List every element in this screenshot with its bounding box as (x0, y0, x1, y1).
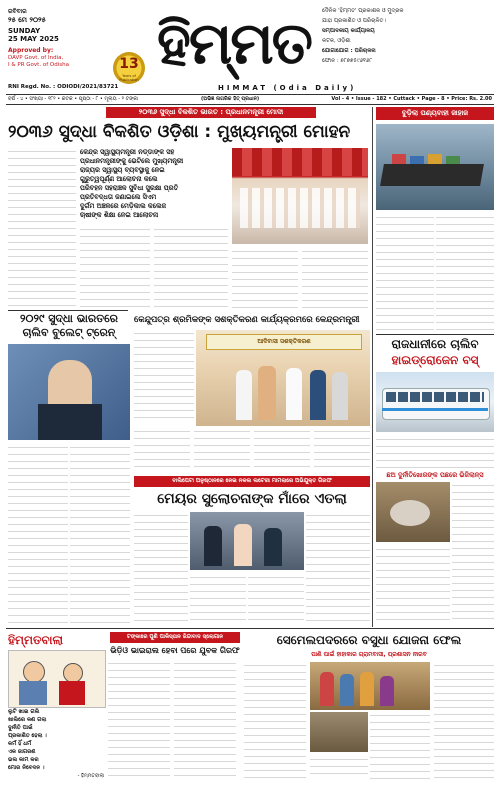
water-photo-1 (310, 662, 430, 710)
lead-body-column (80, 226, 150, 308)
contact-line: ସମ୍ପାଦକୀୟ କାର୍ଯ୍ୟାଳୟ (322, 28, 375, 34)
train-body-column (70, 444, 130, 626)
mayor-headline: ମେୟର ସୁଲୋଚନାଙ୍କ ମାଁରେ ଏତଲା (157, 491, 347, 507)
water-body-column (244, 662, 306, 780)
kendupatra-photo (196, 330, 370, 426)
top-red-bar: ୨୦୩୬ ସୁଦ୍ଧା ବିକଶିତ ଭାରତ : ପ୍ରଧାନମନ୍ତ୍ରୀ ମୋଦୀ (106, 107, 316, 118)
poem-line: ଭଲ କାମ କର (8, 757, 39, 763)
water-body-column (310, 756, 368, 780)
bullet-item: ଚାଷୀଙ୍କ ଶିକ୍ଷା ନେଇ ଆଲୋଚନା (80, 211, 159, 219)
poem-line: ଦୁର୍ନୀତି ପାଇଁ (8, 725, 33, 731)
strip-right: Vol - 4 • Issue - 182 • Cuttack • Page - 8 • Price: Rs. 2.00 (331, 96, 492, 102)
issue-strip (6, 95, 494, 104)
pak-body-column (108, 660, 170, 780)
vigilance-body-column (452, 482, 494, 624)
mayor-body-column (190, 574, 246, 624)
lead-headline: ୨୦୩୬ ସୁଦ୍ଧା ବିକଶିତ ଓଡ଼ିଶା : ମୁଖ୍ୟମନ୍ତ୍ରୀ ମୋହନ (8, 122, 351, 142)
poem-line: ଲୁଟି ଖାଇ ଗଲି (8, 709, 40, 715)
contact-line: ଦୈନିକ 'ହିମ୍ମତ' ପ୍ରକାଶକ ଓ ମୁଦ୍ରକ (322, 8, 404, 14)
bus-body-column (376, 436, 494, 468)
kendupatra-body-column (314, 428, 370, 472)
pak-headline: ଭିଡ଼ିଓ ଭାଇରାଲ ହେବା ପରେ ଯୁବକ ଗିରଫ (110, 646, 240, 655)
divider (6, 104, 494, 105)
cartoon-image (8, 650, 106, 708)
ship-photo (376, 124, 494, 210)
poem-line: ପ୍ରକାଶିତ ହେଲା । (8, 733, 47, 739)
lead-body-column (154, 226, 228, 308)
himmatbala-title: ହିମ୍ମତବାଲା (8, 633, 64, 647)
day-odia: ରବିବାର (8, 8, 27, 15)
mayor-body-column (248, 574, 304, 624)
right-tag-vigilance: ଛଅ ଦୁର୍ନୀତିଖୋରଙ୍କ ପଛରେ ଭିଜିଲାନ୍ସ (386, 471, 484, 479)
contact-line: ଯାହା ପ୍ରକାଶିତ ଓ ପରିଚାଳିତ। (322, 18, 386, 24)
lead-body-column (302, 248, 368, 308)
pak-body-column (174, 660, 236, 780)
strip-left: ବର୍ଷ - ୪ • ସଂଖ୍ୟା - ୧୮୨ • କଟକ • ପୃଷ୍ଠା - ୮ • ମୂଲ୍ୟ - ୨ ଟଙ୍କା (8, 96, 139, 102)
pak-bar: ଟଙ୍କାରେ ପୁଣି ପାକିସ୍ତାନ ଜିନ୍ଦାବାଦ ସ୍ଲୋଗାନ (110, 632, 240, 643)
mayor-bar: ବାଲିପେଟା ଅନୁଷ୍ଠାନରେ ନେଇ ନକଲ ଲଟେରୀ ମାମଲାରେ ଅଭିଯୁକ୍ତ ଗିରଫ (134, 476, 370, 487)
approved-line-2: I & PR Govt. of Odisha (8, 62, 69, 68)
kendupatra-body-column (194, 428, 250, 472)
water-photo-2 (310, 712, 368, 752)
bus-photo (376, 372, 494, 432)
lead-body-column (232, 248, 298, 308)
water-headline: ସେମେଲପଦରରେ ବସୁଧା ଯୋଜନା ଫେଲ (276, 633, 462, 647)
divider (6, 628, 494, 629)
bullet-item: ପ୍ରତିବଦ୍ଧତା ଜଣାଇଲେ ସିଏମ (80, 193, 157, 201)
hydrogen-headline-line: ରାଜଧାନୀରେ ଚାଲିବ (391, 337, 479, 351)
divider (376, 334, 494, 335)
lead-body-column (8, 148, 76, 308)
logo-english: HIMMAT (Odia Daily) (218, 84, 357, 92)
poem-line: କର୍ମ ହିଁ ଧର୍ମ (8, 741, 32, 747)
train-photo (8, 344, 130, 440)
anniversary-label: Years of Publication (119, 74, 139, 82)
approved-label: Approved by: (8, 47, 54, 54)
train-headline-line: ୨୦୨୯ ସୁଦ୍ଧା ଭାରତରେ (20, 312, 118, 325)
kendupatra-body-column (134, 428, 190, 472)
contact-line: କଟକ, ଓଡ଼ିଶା (322, 38, 351, 44)
column-divider (372, 107, 373, 627)
date-english: 25 MAY 2025 (8, 35, 59, 43)
approved-line-1: DAVP Govt. of India, (8, 55, 64, 61)
kendupatra-headline: କେନ୍ଦୁପତ୍ର ଶ୍ରମିକଙ୍କ ସଶକ୍ତିକରଣ କାର୍ଯ୍ୟକ୍ରମରେ କେନ୍ଦ୍ରମନ୍ତ୍ରୀ (134, 315, 360, 325)
poem-line: ଏକ ଜାଗରଣ (8, 749, 36, 755)
bullet-item: ଗୁରୁତ୍ୱପୂର୍ଣ୍ଣ ଆଲୋଚନା କଲେ (80, 175, 158, 183)
bullet-item: କେନ୍ଦ୍ର ସ୍ୱାସ୍ଥ୍ୟମନ୍ତ୍ରୀ ନଡ୍ଡାଙ୍କ ସହ (80, 148, 175, 156)
bullet-item: ଦୁର୍ଗମ ଅଞ୍ଚଳରେ ମେଡ଼ିକାଲ କଲେଜ (80, 202, 167, 210)
kendupatra-body-column (134, 330, 194, 418)
bullet-item: ପରିବହନ ସହରାଞ୍ଚଳ ସୁବିଧା ସୁରକ୍ଷା ପ୍ରତି (80, 184, 179, 192)
poem-signoff: - ହିମ୍ମତବାଲା (77, 773, 104, 779)
poem (8, 708, 104, 780)
water-body-column (434, 662, 494, 780)
train-headline-line: ଚାଲିବ ବୁଲେଟ୍ ଟ୍ରେନ୍ (22, 326, 116, 339)
kendupatra-body-column (254, 428, 310, 472)
mayor-photo (190, 512, 304, 570)
water-subheadline: ପାଣି ପାଇଁ ହାହାକାର ଗ୍ରାମବାସୀ, ପ୍ରଶାସନ ନୀରବ (311, 651, 427, 658)
train-body-column (8, 444, 68, 626)
contact-line: ଯୋଗାଯୋଗ : ପରିଚାଳନା (322, 48, 376, 54)
anniversary-badge (113, 52, 145, 84)
kendupatra-banner: ଆଦିବାସୀ ସଶକ୍ତିକରଣ (206, 334, 362, 350)
strip-mid: (ଅଭିଜ୍ଞ ନାଗରିକ ହିତ୍ ପ୍ରଧାନ) (201, 96, 260, 102)
mayor-body-column (306, 512, 370, 624)
bullet-item: ପ୍ରଧାନମନ୍ତ୍ରୀଙ୍କୁ ଭେଟିଲେ ମୁଖ୍ୟମନ୍ତ୍ରୀ (80, 157, 184, 165)
rni-number: RNI Regd. No. : ODIODI/2021/83721 (8, 84, 119, 90)
water-body-column (370, 712, 430, 780)
contact-line: ଫୋନ : ୭୮୭୭୫୯୬୧୬୮ (322, 58, 373, 64)
hydrogen-headline (376, 336, 494, 368)
date-odia: ୨୫ ମେ ୨୦୨୫ (8, 16, 46, 24)
day-english: SUNDAY (8, 27, 41, 35)
ship-body-column (376, 214, 434, 330)
divider (8, 310, 128, 311)
mayor-body-column (134, 512, 188, 624)
ship-body-column (436, 214, 494, 330)
bullet-item: ରାଜ୍ୟର ସ୍ୱାସ୍ଥ୍ୟ ବ୍ୟବସ୍ଥାକୁ ନେଇ (80, 166, 165, 174)
hydrogen-headline-line: ହାଇଡ୍ରୋଜେନ ବସ୍ (391, 353, 479, 367)
lead-photo (232, 148, 368, 244)
lead-bullets (80, 148, 230, 220)
logo: ହିମ୍ମତ (157, 9, 311, 77)
poem-line: ମୋର ନିବେଦନ । (8, 765, 45, 771)
anniversary-number: 13 (119, 56, 139, 72)
train-headline (8, 312, 130, 340)
vigilance-body-column (376, 546, 450, 624)
vigilance-photo (376, 482, 450, 542)
poem-line: ଖାଲିରେ କଣ ଗଲା (8, 717, 47, 723)
contact-block (322, 6, 494, 66)
right-tag-ship: ବୁଡ଼ିଲା ପଣ୍ୟବାହୀ ଜାହାଜ (376, 107, 494, 120)
